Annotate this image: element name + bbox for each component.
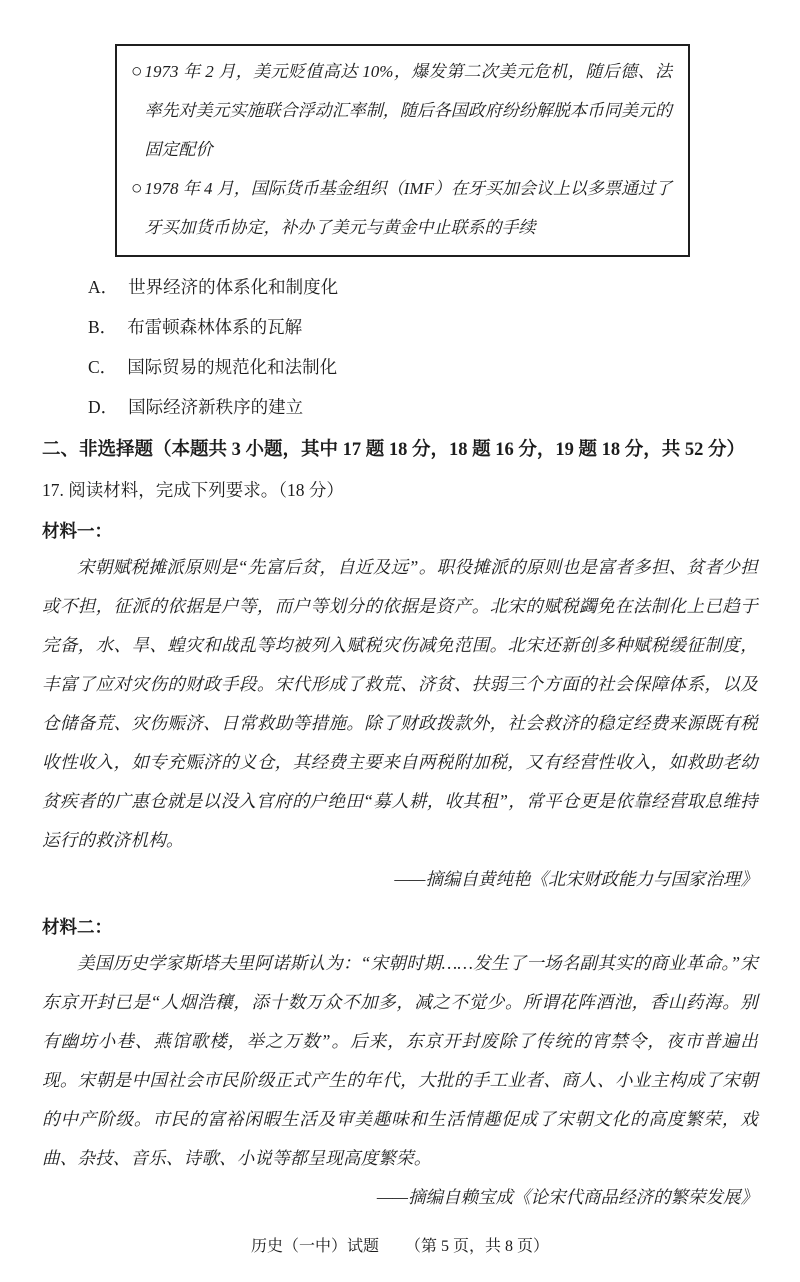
option-d-text: 国际经济新秩序的建立 [128, 397, 304, 417]
timeline-item [131, 52, 672, 169]
option-b-label: B． [88, 317, 118, 337]
material-2-text: 美国历史学家斯塔夫里阿诺斯认为：“宋朝时期……发生了一场名副其实的商业革命。”宋东京开封已是“人烟浩穰，添十数万众不加多，减之不觉少。所谓花阵酒池，香山药海。别有幽坊小巷、燕馆歌楼，举之万数”。后来，东京开封废除了传统的宵禁令，夜市普遍出现。宋朝是中国社会市民阶级正式产生的年代，大批的手工业者、商人、小业主构成了宋朝的中产阶级。市民的富裕闲暇生活及审美趣味和生活情趣促成了宋朝文化的高度繁荣，戏曲、杂技、音乐、诗歌、小说等都呈现高度繁荣。 [42, 953, 758, 1168]
option-a-label: A． [88, 277, 119, 297]
material-2-label: 材料二： [42, 917, 112, 937]
circle-bullet-icon: ○ [131, 61, 143, 82]
option-list [88, 267, 758, 427]
option-b [88, 307, 758, 347]
circle-bullet-icon: ○ [131, 178, 143, 199]
page-footer [0, 1233, 800, 1256]
material-1-text: 宋朝赋税摊派原则是“先富后贫，自近及远”。职役摊派的原则也是富者多担、贫者少担或不担，征派的依据是户等，而户等划分的依据是资产。北宋的赋税蠲免在法制化上已趋于完备，水、旱、蝗灾和战乱等均被列入赋税灾伤减免范围。北宋还新创多种赋税缓征制度，丰富了应对灾伤的财政手段。宋代形成了救荒、济贫、扶弱三个方面的社会保障体系，以及仓储备荒、灾伤赈济、日常救助等措施。除了财政拨款外，社会救济的稳定经费来源既有税收性收入，如专充赈济的义仓，其经费主要来自两税附加税，又有经营性收入，如救助老幼贫疾者的广惠仓就是以没入官府的户绝田“募人耕，收其租”，常平仓更是依靠经营取息维持运行的救济机构。 [42, 557, 758, 850]
question-17-stem: 17. 阅读材料，完成下列要求。（18 分） [42, 480, 344, 500]
option-c [88, 347, 758, 387]
material-1-source: ——摘编自黄纯艳《北宋财政能力与国家治理》 [394, 869, 758, 889]
timeline-item-text: 1973 年 2 月，美元贬值高达 10%，爆发第二次美元危机，随后德、法率先对美元实施联合浮动汇率制，随后各国政府纷纷解脱本币同美元的固定配价 [144, 62, 672, 159]
option-d-label: D． [88, 397, 119, 417]
timeline-material-box [115, 44, 690, 257]
option-b-text: 布雷顿森林体系的瓦解 [127, 317, 303, 337]
timeline-item-text: 1978 年 4 月，国际货币基金组织（IMF）在牙买加会议上以多票通过了牙买加货币协定，补办了美元与黄金中止联系的手续 [144, 179, 672, 237]
option-c-label: C． [88, 357, 118, 377]
timeline-item [131, 169, 672, 247]
option-a-text: 世界经济的体系化和制度化 [128, 277, 339, 297]
material-2-source: ——摘编自赖宝成《论宋代商品经济的繁荣发展》 [376, 1187, 758, 1207]
section-2-header: 二、非选择题（本题共 3 小题，其中 17 题 18 分，18 题 16 分，19 题 18 分，共 52 分） [42, 440, 746, 460]
footer-page-number: （第 5 页，共 8 页） [405, 1238, 550, 1255]
option-c-text: 国际贸易的规范化和法制化 [127, 357, 338, 377]
option-d [88, 387, 758, 427]
material-1-label: 材料一： [42, 521, 112, 541]
footer-paper-title: 历史（一中）试题 [250, 1238, 379, 1255]
option-a [88, 267, 758, 307]
